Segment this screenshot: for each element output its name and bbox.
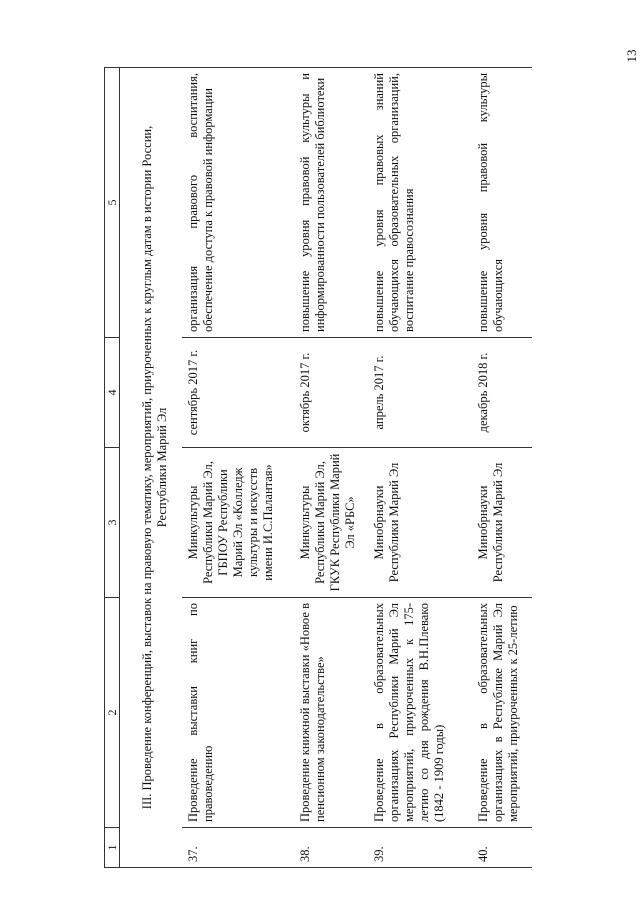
event-cell: Проведение в образовательных организациях Республики Марий Эл мероприятий, приуроченных к 175-летию со дня рождения В.Н.Плевако (1842 - 1909 годы) <box>368 598 472 828</box>
section-heading-row <box>120 68 183 868</box>
table-row <box>294 68 368 868</box>
organizer-cell: Минобрнауки Республики Марий Эл <box>472 448 532 598</box>
date-cell: октябрь 2017 г. <box>294 338 368 448</box>
goal-cell: повышение уровня правовых знаний обучающихся образовательных организаций, воспитание правосознания <box>368 68 472 338</box>
date-cell: апрель 2017 г. <box>368 338 472 448</box>
table-row <box>472 68 532 868</box>
row-number: 39. <box>368 828 472 868</box>
goal-cell: повышение уровня правовой культуры и информированности пользователей библиотеки <box>294 68 368 338</box>
goal-cell: повышение уровня правовой культуры обучающихся <box>472 68 532 338</box>
column-number-2: 2 <box>105 598 120 828</box>
date-cell: сентябрь 2017 г. <box>182 338 294 448</box>
rotated-page-content <box>104 68 624 868</box>
goal-cell: организация правового воспитания, обеспечение доступа к правовой информации <box>182 68 294 338</box>
column-number-1: 1 <box>105 828 120 868</box>
row-number: 37. <box>182 828 294 868</box>
organizer-cell: Минкультуры Республики Марий Эл, ГБПОУ Республики Марий Эл «Колледж культуры и искусств имени И.С.Палантая» <box>182 448 294 598</box>
column-number-5: 5 <box>105 68 120 338</box>
events-table <box>104 67 532 868</box>
row-number: 38. <box>294 828 368 868</box>
section-title: III. Проведение конференций, выставок на правовую тематику, мероприятий, приуроченных к круглым датам в истории России, Республики Марий Эл <box>120 68 183 868</box>
event-cell: Проведение в образовательных организациях в Республике Марий Эл мероприятий, приуроченных к 25-летию <box>472 598 532 828</box>
table-row <box>368 68 472 868</box>
column-number-row <box>105 68 120 868</box>
date-cell: декабрь 2018 г. <box>472 338 532 448</box>
table-row <box>182 68 294 868</box>
row-number: 40. <box>472 828 532 868</box>
event-cell: Проведение выставки книг по правоведению <box>182 598 294 828</box>
page-number: 13 <box>624 49 639 63</box>
organizer-cell: Минкультуры Республики Марий Эл, ГКУК Республики Марий Эл «РБС» <box>294 448 368 598</box>
organizer-cell: Минобрнауки Республики Марий Эл <box>368 448 472 598</box>
column-number-4: 4 <box>105 338 120 448</box>
event-cell: Проведение книжной выставки «Новое в пенсионном законодательстве» <box>294 598 368 828</box>
column-number-3: 3 <box>105 448 120 598</box>
